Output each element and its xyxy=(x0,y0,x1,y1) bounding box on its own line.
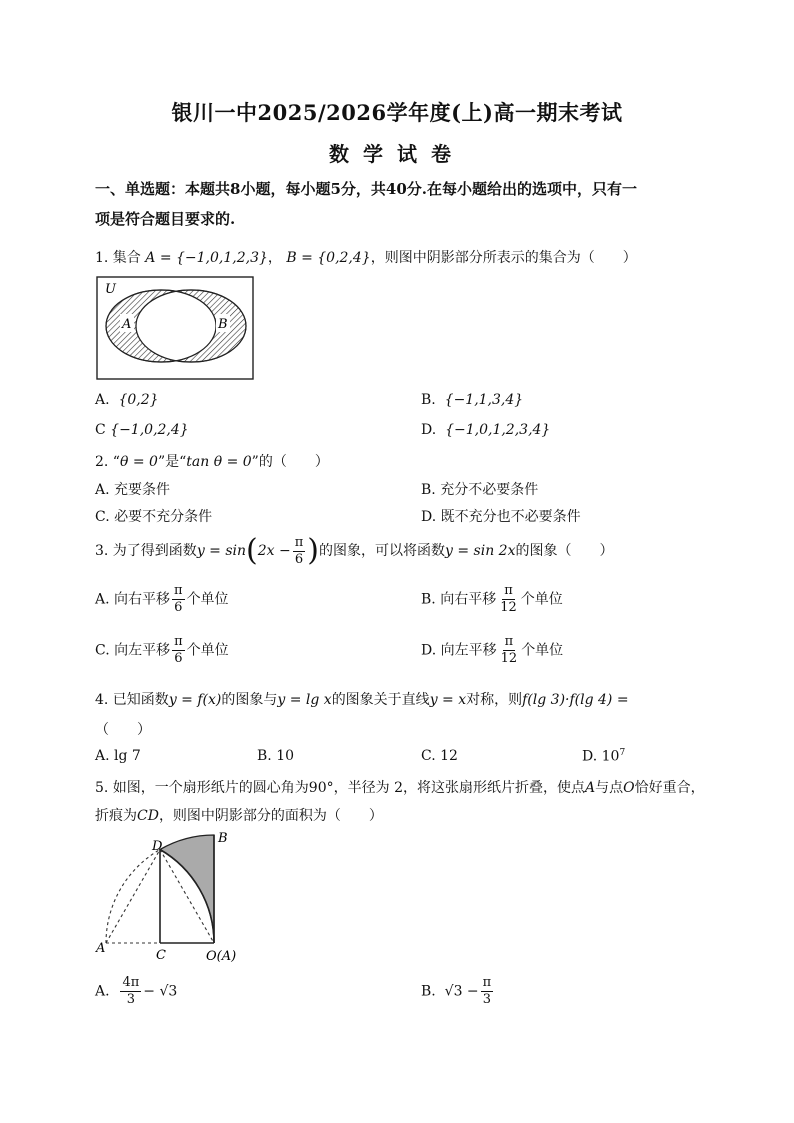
q3-fraction-num: π xyxy=(294,534,304,550)
q4-mid3: 对称，则 xyxy=(466,692,523,708)
q5-line1-a: 5. 如图，一个扇形纸片的圆心角为90°，半径为 2，将这张扇形纸片折叠，使点 xyxy=(95,780,585,796)
q5-option-a[interactable] xyxy=(95,975,177,1008)
q4-function-f: y = f(x) xyxy=(168,692,222,708)
section-heading-line2: 项是符合题目要求的. xyxy=(95,210,236,228)
q5-crease-cd: CD xyxy=(137,808,159,824)
section-heading xyxy=(95,174,705,234)
q5-option-a-label: A. xyxy=(95,983,110,1000)
q3-option-a-den: 6 xyxy=(174,600,183,615)
q5-point-o: O xyxy=(623,780,635,796)
section-heading-line1: 一、单选题：本题共8小题，每小题5分，共40分.在每小题给出的选项中，只有一 xyxy=(95,180,637,198)
q2-text-pre: 2. “ xyxy=(95,454,120,470)
q3-option-c[interactable] xyxy=(95,634,229,667)
q3-option-b-num: π xyxy=(504,583,513,598)
q5-option-b-num: π xyxy=(482,975,492,990)
q5-option-b-label: B. xyxy=(421,983,436,1000)
shaded-region xyxy=(160,835,214,943)
question-5-line1 xyxy=(95,777,705,797)
q3-option-b[interactable] xyxy=(421,583,563,616)
q3-func1-inner: 2x − xyxy=(257,543,291,559)
q5-option-b[interactable] xyxy=(421,975,495,1008)
q3-option-a-post: 个单位 xyxy=(186,591,229,608)
question-5-line2 xyxy=(95,805,383,825)
question-3: 3. 为了得到函数y = sin(2x − $\frac{\pi}{6}$ )的图象，可以将函数y = sin 2x的图象（ ） xyxy=(95,533,614,568)
question-2 xyxy=(95,451,329,471)
q4-mid2: 的图象关于直线 xyxy=(331,692,430,708)
label-b: B xyxy=(218,831,228,846)
q1-comma: ， xyxy=(267,250,282,266)
q3-option-d-fraction xyxy=(499,634,520,667)
q3-option-a-num: π xyxy=(174,583,183,598)
q5-option-b-fraction xyxy=(481,975,494,1008)
q4-prefix: 4. 已知函数 xyxy=(95,692,169,708)
q4-option-b[interactable]: B. 10 xyxy=(257,748,295,764)
q3-option-c-num: π xyxy=(174,634,183,649)
q3-func1-pre: y = sin xyxy=(196,543,247,559)
q4-answer-paren: （ ） xyxy=(95,722,151,738)
q4-function-lg: y = lg x xyxy=(277,692,332,708)
sector-fold-figure xyxy=(92,830,252,964)
q3-option-a[interactable] xyxy=(95,583,229,616)
venn-label-u: U xyxy=(105,282,116,297)
q1-option-a-label: A. xyxy=(95,392,110,408)
q1-option-b-label: B. xyxy=(421,392,436,408)
q1-option-b-text: {−1,1,3,4} xyxy=(444,392,524,408)
q2-cond2: tan θ = 0 xyxy=(186,454,252,470)
q3-option-d[interactable] xyxy=(421,634,563,667)
question-1 xyxy=(95,247,637,267)
segment-ad-dashed xyxy=(106,850,160,944)
q1-option-d-label: D. xyxy=(421,422,437,438)
q2-option-c[interactable]: C. 必要不充分条件 xyxy=(95,509,213,525)
q5-line1-c: 恰好重合， xyxy=(634,780,705,796)
page-title: 银川一中2025/2026学年度(上)高一期末考试 xyxy=(171,100,623,125)
q4-option-c[interactable]: C. 12 xyxy=(421,748,458,764)
venn-label-a: A xyxy=(122,317,132,332)
q1-set-b: B = {0,2,4} xyxy=(286,250,371,266)
q3-option-c-post: 个单位 xyxy=(186,642,229,659)
q2-cond1: θ = 0 xyxy=(119,454,158,470)
q1-option-a[interactable] xyxy=(95,392,159,408)
q4-option-a[interactable]: A. lg 7 xyxy=(95,748,141,764)
q5-option-a-fraction xyxy=(120,975,141,1008)
q5-option-a-tail: − √3 xyxy=(143,983,178,1000)
q5-option-a-num: 4π xyxy=(122,975,140,990)
q4-mid1: 的图象与 xyxy=(221,692,278,708)
q3-option-a-pre: A. 向右平移 xyxy=(95,591,171,608)
q4-option-d-base: D. 10 xyxy=(582,748,620,765)
q2-option-b[interactable]: B. 充分不必要条件 xyxy=(421,482,539,498)
q1-option-b[interactable] xyxy=(421,392,523,408)
q1-option-c-text: {−1,0,2,4} xyxy=(110,422,189,438)
q3-option-c-fraction xyxy=(172,634,185,667)
q1-option-c-label: C xyxy=(95,422,106,438)
q2-text-post: ”的（ ） xyxy=(251,454,329,470)
q5-line1-b: 与点 xyxy=(595,780,624,796)
label-c: C xyxy=(156,948,166,963)
q3-prefix: 3. 为了得到函数 xyxy=(95,543,197,559)
q3-func1-fraction xyxy=(293,535,306,568)
q1-suffix: ，则图中阴影部分所表示的集合为（ ） xyxy=(370,250,637,266)
q3-option-b-den: 12 xyxy=(500,600,517,615)
q1-set-a: A = {−1,0,1,2,3} xyxy=(145,250,268,266)
q3-option-c-pre: C. 向左平移 xyxy=(95,642,171,659)
q3-option-b-fraction xyxy=(498,583,519,616)
page-subtitle: 数学试卷 xyxy=(329,142,465,166)
q1-prefix: 1. 集合 xyxy=(95,250,141,266)
q2-option-a[interactable]: A. 充要条件 xyxy=(95,482,171,498)
q3-fraction-den: 6 xyxy=(294,551,304,567)
venn-diagram xyxy=(96,276,256,382)
q3-option-d-pre: D. 向左平移 xyxy=(421,642,497,659)
q5-point-a: A xyxy=(584,780,596,796)
q3-func2: y = sin 2x xyxy=(445,543,516,559)
q1-option-d-text: {−1,0,1,2,3,4} xyxy=(445,422,551,438)
q3-option-a-fraction xyxy=(172,583,185,616)
q5-line2-b: ，则图中阴影部分的面积为（ ） xyxy=(158,808,383,824)
q3-suffix: 的图象（ ） xyxy=(515,543,614,559)
q4-line: y = x xyxy=(429,692,467,708)
q3-option-d-num: π xyxy=(504,634,514,649)
q3-option-b-pre: B. 向右平移 xyxy=(421,591,497,608)
venn-label-b: B xyxy=(218,317,228,332)
question-4 xyxy=(95,689,629,709)
q3-option-d-post: 个单位 xyxy=(521,642,564,659)
q3-mid: 的图象，可以将函数 xyxy=(319,543,445,559)
q5-option-b-den: 3 xyxy=(482,992,492,1007)
label-a: A xyxy=(96,941,106,956)
q4-option-d-exponent: 7 xyxy=(619,748,626,758)
q1-option-c[interactable] xyxy=(95,422,189,438)
q3-option-b-post: 个单位 xyxy=(520,591,563,608)
q3-option-c-den: 6 xyxy=(174,651,183,666)
q3-option-d-den: 12 xyxy=(500,651,518,666)
q4-expression: f(lg 3)·f(lg 4) = xyxy=(522,692,629,708)
q5-option-a-den: 3 xyxy=(126,992,136,1007)
q1-option-d[interactable] xyxy=(421,422,550,438)
q1-option-a-text: {0,2} xyxy=(118,392,159,408)
q5-option-b-head: √3 − xyxy=(444,983,479,1000)
q5-line2-a: 折痕为 xyxy=(95,808,137,824)
q2-mid: ”是“ xyxy=(157,454,187,470)
label-d: D xyxy=(152,839,163,854)
q2-option-d[interactable]: D. 既不充分也不必要条件 xyxy=(421,509,581,525)
label-o-a: O(A) xyxy=(206,949,237,964)
q4-option-d[interactable] xyxy=(582,748,625,765)
